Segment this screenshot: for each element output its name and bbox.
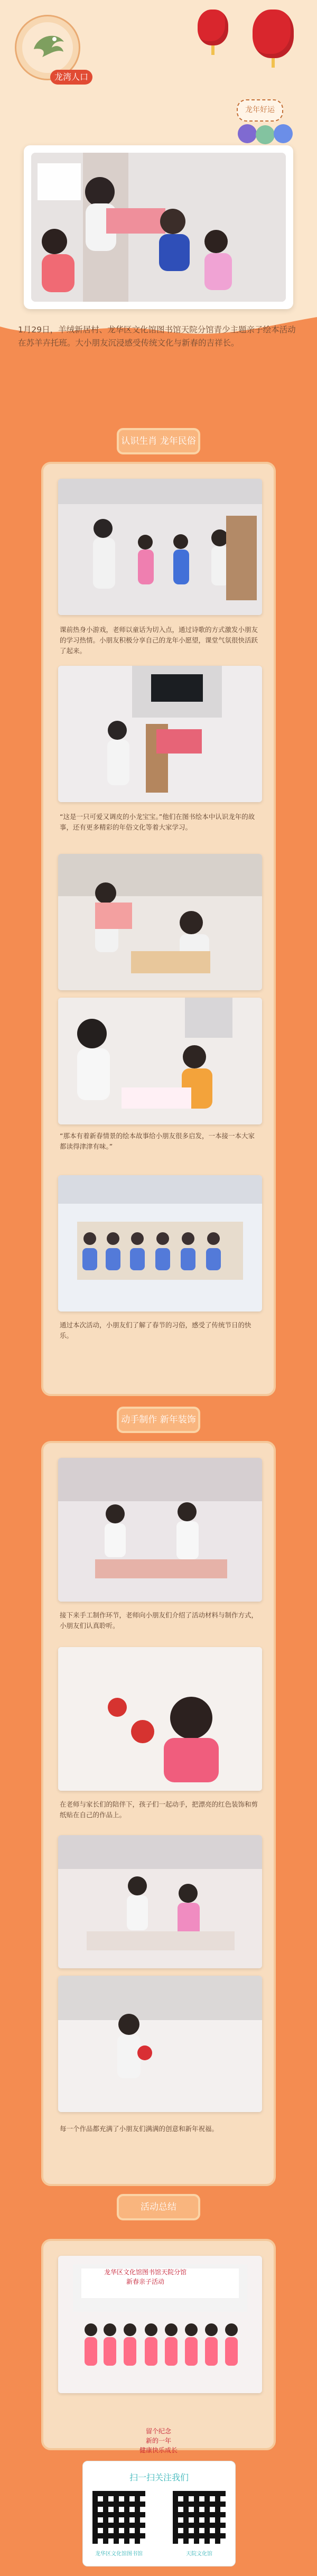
section-title-2: 动手制作 新年装饰 bbox=[117, 1407, 200, 1433]
caption-7: 每一个作品都充满了小朋友们满满的创意和新年祝福。 bbox=[60, 2125, 219, 2133]
summary-panel bbox=[41, 2239, 276, 2454]
qr-title: 扫一扫关注我们 bbox=[129, 2472, 189, 2482]
qr-card bbox=[82, 2461, 236, 2566]
cover-photo-card bbox=[24, 145, 293, 309]
section-title-3: 活动总结 bbox=[117, 2194, 200, 2220]
caption-6: 在老师与家长们的陪伴下，孩子们一起动手，把漂亮的红色装饰和剪纸贴在自己的作品上。 bbox=[60, 1800, 258, 1819]
logo-seal bbox=[15, 15, 88, 82]
activity-photo-3 bbox=[58, 854, 262, 990]
section-panel-2 bbox=[41, 1441, 276, 2186]
caption-3: “那本有着新春情景的绘本故事给小朋友很多启发，一本接一本大家都读得津津有味。” bbox=[60, 1132, 255, 1150]
greeting-bubble: 龙年好运 bbox=[237, 99, 283, 122]
activity-photo-9 bbox=[58, 1976, 262, 2112]
cover-photo bbox=[31, 153, 286, 302]
qr-label-1: 龙华区文化馆图书馆 bbox=[95, 2551, 143, 2557]
activity-photo-7 bbox=[58, 1647, 262, 1791]
logo-badge: 龙湾人口 bbox=[50, 70, 92, 85]
qr-code-2[interactable] bbox=[173, 2491, 226, 2544]
group-photo-banner: 龙华区文化馆图书馆天院分馆 新春亲子活动 bbox=[104, 2268, 187, 2285]
lantern-icon bbox=[253, 10, 294, 58]
activity-photo-2 bbox=[58, 666, 262, 802]
caption-5: 接下来手工制作环节，老师向小朋友们介绍了活动材料与制作方式，小朋友们认真聆听。 bbox=[60, 1611, 258, 1630]
activity-photo-8 bbox=[58, 1835, 262, 1968]
activity-photo-6 bbox=[58, 1458, 262, 1602]
qr-label-2: 天院文化馆 bbox=[186, 2551, 212, 2557]
activity-photo-5 bbox=[58, 1175, 262, 1312]
section-title-1: 认识生肖 龙年民俗 bbox=[117, 428, 200, 454]
lantern-icon bbox=[198, 10, 228, 45]
qr-code-1[interactable] bbox=[92, 2491, 145, 2544]
intro-text: 1月29日，羊绒新居村、龙华区文化馆图书馆天院分馆青少主题亲子绘本活动在苏羊卉托班。大小朋友沉浸感受传统文化与新春的吉祥长。 bbox=[18, 325, 296, 348]
caption-2: “这是一只可爱又调皮的小龙宝宝。”他们在图书绘本中认识龙年的故事，还有更多精彩的年俗文化等着大家学习。 bbox=[60, 813, 255, 831]
activity-photo-1 bbox=[58, 479, 262, 615]
activity-photo-4 bbox=[58, 998, 262, 1124]
caption-1: 课前热身小游戏，老师以童话为切入点，通过诗歌的方式激发小朋友的学习热情。小朋友积极分享自己的龙年小愿望，课堂气氛很快活跃了起来。 bbox=[60, 626, 258, 655]
footer-caption: 留个纪念 新的一年 健康快乐成长 bbox=[139, 2428, 178, 2454]
caption-4: 通过本次活动，小朋友们了解了春节的习俗，感受了传统节日的快乐。 bbox=[60, 1321, 251, 1340]
section-panel-1 bbox=[41, 462, 276, 1396]
